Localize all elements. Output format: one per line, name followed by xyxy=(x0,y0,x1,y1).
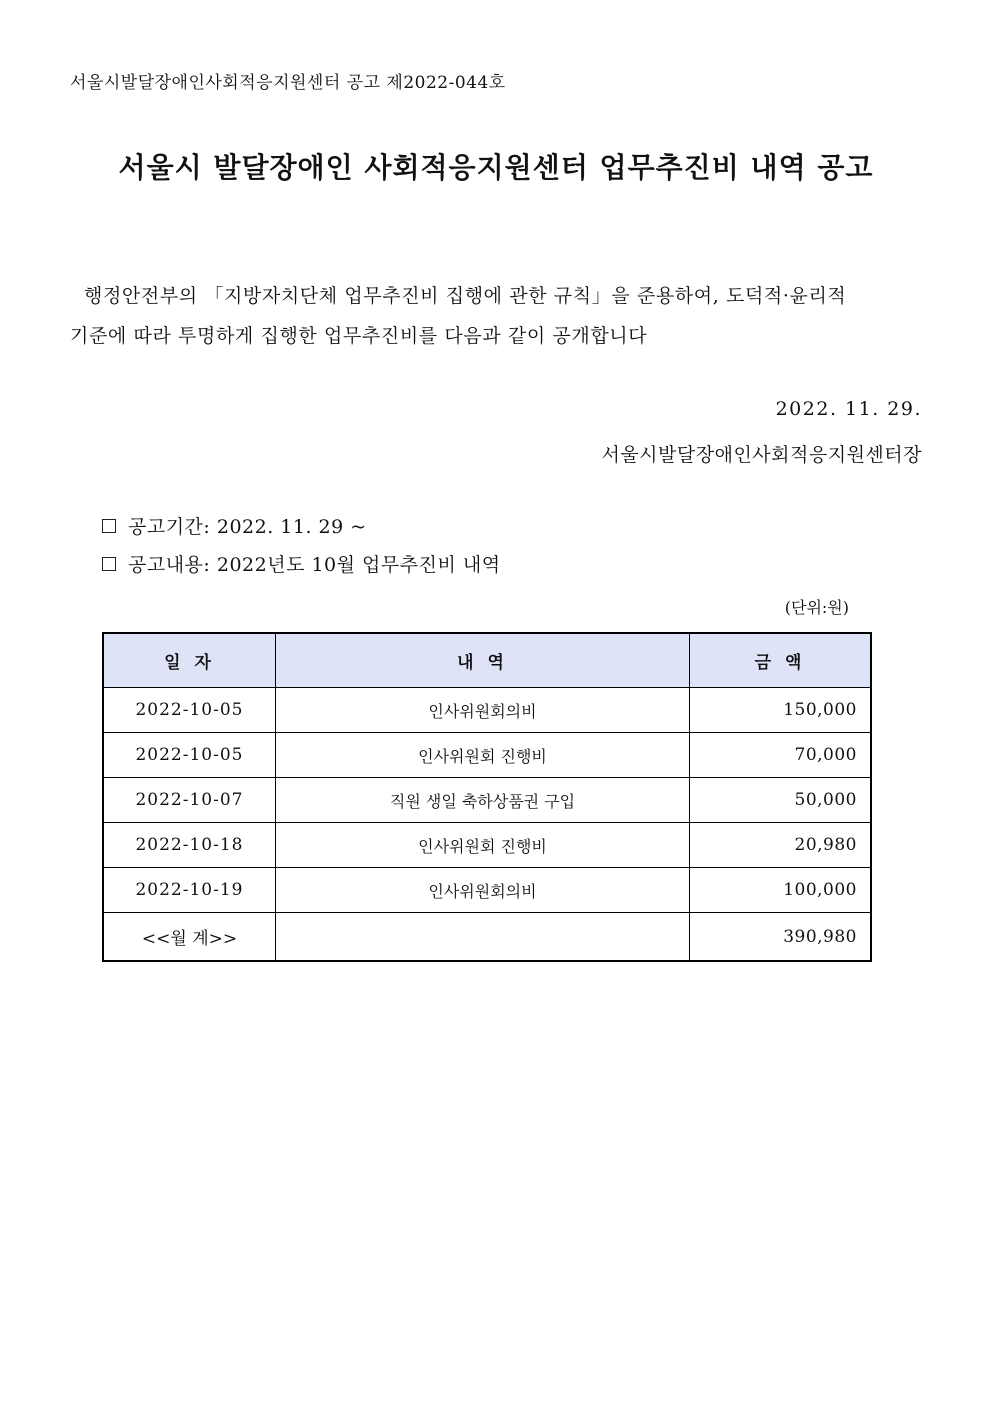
checkbox-square-icon xyxy=(102,557,116,571)
signer-name: 서울시발달장애인사회적응지원센터장 xyxy=(601,444,922,466)
expense-table xyxy=(102,632,872,962)
page-title: 서울시 발달장애인 사회적응지원센터 업무추진비 내역 공고 xyxy=(118,151,874,184)
row-amount: 50,000 xyxy=(690,778,872,823)
table-row xyxy=(103,733,871,778)
row-description: 인사위원회 진행비 xyxy=(276,733,690,778)
notice-date: 2022. 11. 29. xyxy=(775,398,922,420)
row-date: 2022-10-05 xyxy=(103,733,276,778)
table-row xyxy=(103,688,871,733)
row-date: 2022-10-18 xyxy=(103,823,276,868)
row-amount: 150,000 xyxy=(690,688,872,733)
total-label: <<월 계>> xyxy=(103,913,276,962)
row-description: 인사위원회 진행비 xyxy=(276,823,690,868)
notice-content: 공고내용: 2022년도 10월 업무추진비 내역 xyxy=(128,554,501,576)
notice-content-row xyxy=(102,550,501,577)
table-row xyxy=(103,868,871,913)
row-date: 2022-10-19 xyxy=(103,868,276,913)
header-description: 내 역 xyxy=(276,633,690,688)
row-date: 2022-10-05 xyxy=(103,688,276,733)
unit-label: (단위:원) xyxy=(784,598,849,617)
row-amount: 20,980 xyxy=(690,823,872,868)
table-row xyxy=(103,823,871,868)
body-line-2: 기준에 따라 투명하게 집행한 업무추진비를 다음과 같이 공개합니다 xyxy=(70,325,648,347)
notice-period: 공고기간: 2022. 11. 29 ~ xyxy=(128,516,367,538)
body-line-1: 행정안전부의 「지방자치단체 업무추진비 집행에 관한 규칙」을 준용하여, 도덕적·윤리적 xyxy=(84,285,847,307)
total-description xyxy=(276,913,690,962)
body-paragraph xyxy=(70,276,922,356)
total-amount: 390,980 xyxy=(690,913,872,962)
row-description: 인사위원회의비 xyxy=(276,868,690,913)
notice-period-row xyxy=(102,512,367,539)
row-amount: 70,000 xyxy=(690,733,872,778)
table-row xyxy=(103,778,871,823)
header-amount: 금 액 xyxy=(690,633,872,688)
row-description: 인사위원회의비 xyxy=(276,688,690,733)
header-date: 일 자 xyxy=(103,633,276,688)
notice-number: 서울시발달장애인사회적응지원센터 공고 제2022-044호 xyxy=(70,73,506,93)
total-row xyxy=(103,913,871,962)
checkbox-square-icon xyxy=(102,519,116,533)
row-amount: 100,000 xyxy=(690,868,872,913)
table-header-row xyxy=(103,633,871,688)
row-description: 직원 생일 축하상품권 구입 xyxy=(276,778,690,823)
row-date: 2022-10-07 xyxy=(103,778,276,823)
